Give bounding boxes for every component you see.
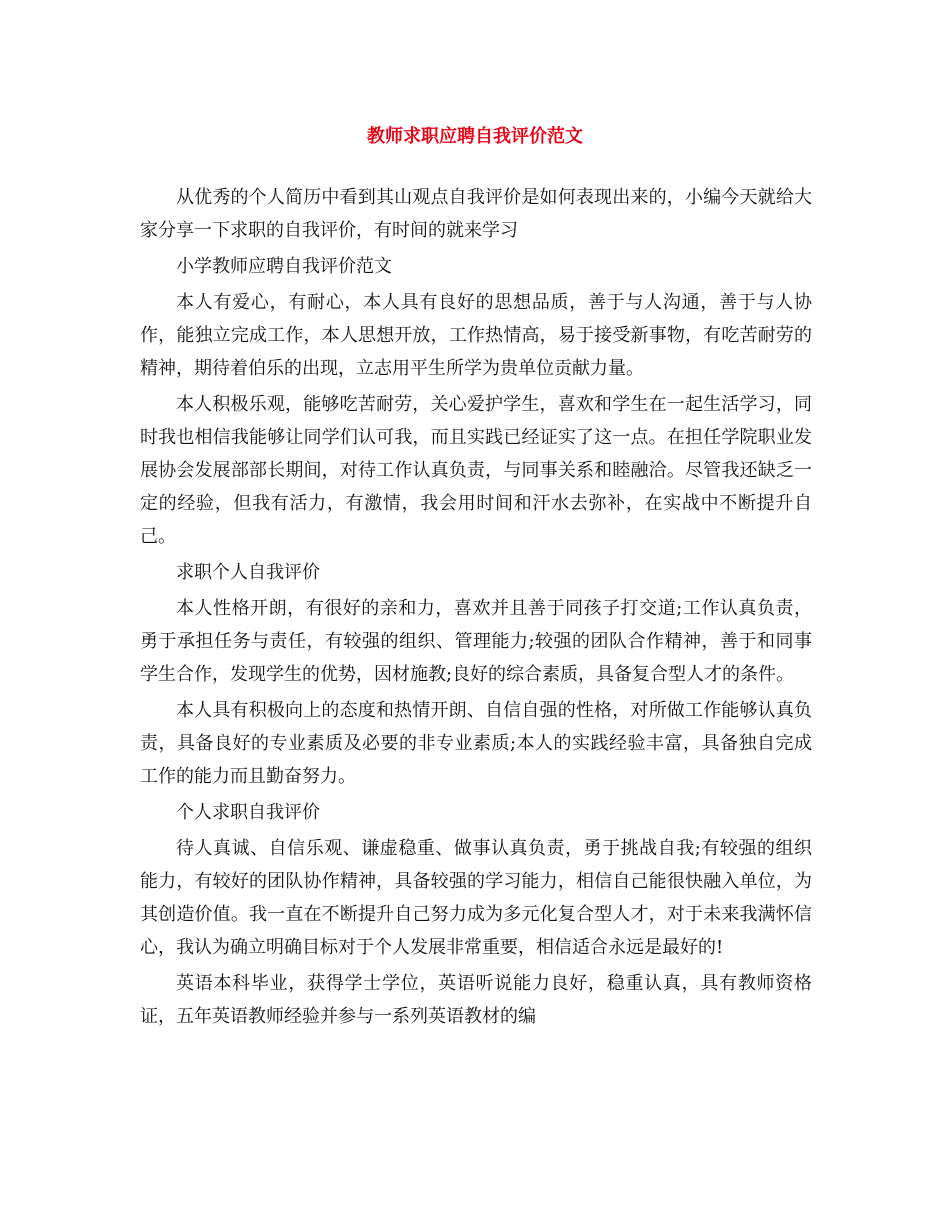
body-paragraph: 本人性格开朗，有很好的亲和力，喜欢并且善于同孩子打交道;工作认真负责，勇于承担任务与责任，有较强的组织、管理能力;较强的团队合作精神，善于和同事学生合作，发现学生的优势，因材施教;良好的综合素质，具备复合型人才的条件。 xyxy=(140,598,812,685)
body-paragraph: 本人积极乐观，能够吃苦耐劳，关心爱护学生，喜欢和学生在一起生活学习，同时我也相信我能够让同学们认可我，而且实践已经证实了这一点。在担任学院职业发展协会发展部部长期间，对待工作认真负责，与同事关系和睦融洽。尽管我还缺乏一定的经验，但我有活力，有激情，我会用时间和汗水去弥补，在实战中不断提升自己。 xyxy=(140,394,812,547)
intro-paragraph: 从优秀的个人简历中看到其山观点自我评价是如何表现出来的，小编今天就给大家分享一下求职的自我评价，有时间的就来学习 xyxy=(140,187,812,241)
body-paragraph: 待人真诚、自信乐观、谦虚稳重、做事认真负责，勇于挑战自我;有较强的组织能力，有较好的团队协作精神，具备较强的学习能力，相信自己能很快融入单位，为其创造价值。我一直在不断提升自己努力成为多元化复合型人才，对于未来我满怀信心，我认为确立明确目标对于个人发展非常重要，相信适合永远是最好的! xyxy=(140,838,812,958)
document-title: 教师求职应聘自我评价范文 xyxy=(367,126,583,147)
body-paragraph: 英语本科毕业，获得学士学位，英语听说能力良好，稳重认真，具有教师资格证，五年英语教师经验并参与一系列英语教材的编 xyxy=(140,973,812,1027)
body-paragraph: 本人具有积极向上的态度和热情开朗、自信自强的性格，对所做工作能够认真负责，具备良好的专业素质及必要的非专业素质;本人的实践经验丰富，具备独自完成工作的能力而且勤奋努力。 xyxy=(140,700,812,787)
document-body xyxy=(140,181,812,1033)
body-paragraph: 本人有爱心，有耐心，本人具有良好的思想品质，善于与人沟通，善于与人协作，能独立完成工作，本人思想开放，工作热情高，易于接受新事物，有吃苦耐劳的精神，期待着伯乐的出现，立志用平生所学为贵单位贡献力量。 xyxy=(140,292,812,379)
section-heading-job-self-evaluation: 求职个人自我评价 xyxy=(176,562,320,583)
section-heading-personal-self-evaluation: 个人求职自我评价 xyxy=(176,802,320,823)
section-heading-primary-teacher: 小学教师应聘自我评价范文 xyxy=(176,256,392,277)
